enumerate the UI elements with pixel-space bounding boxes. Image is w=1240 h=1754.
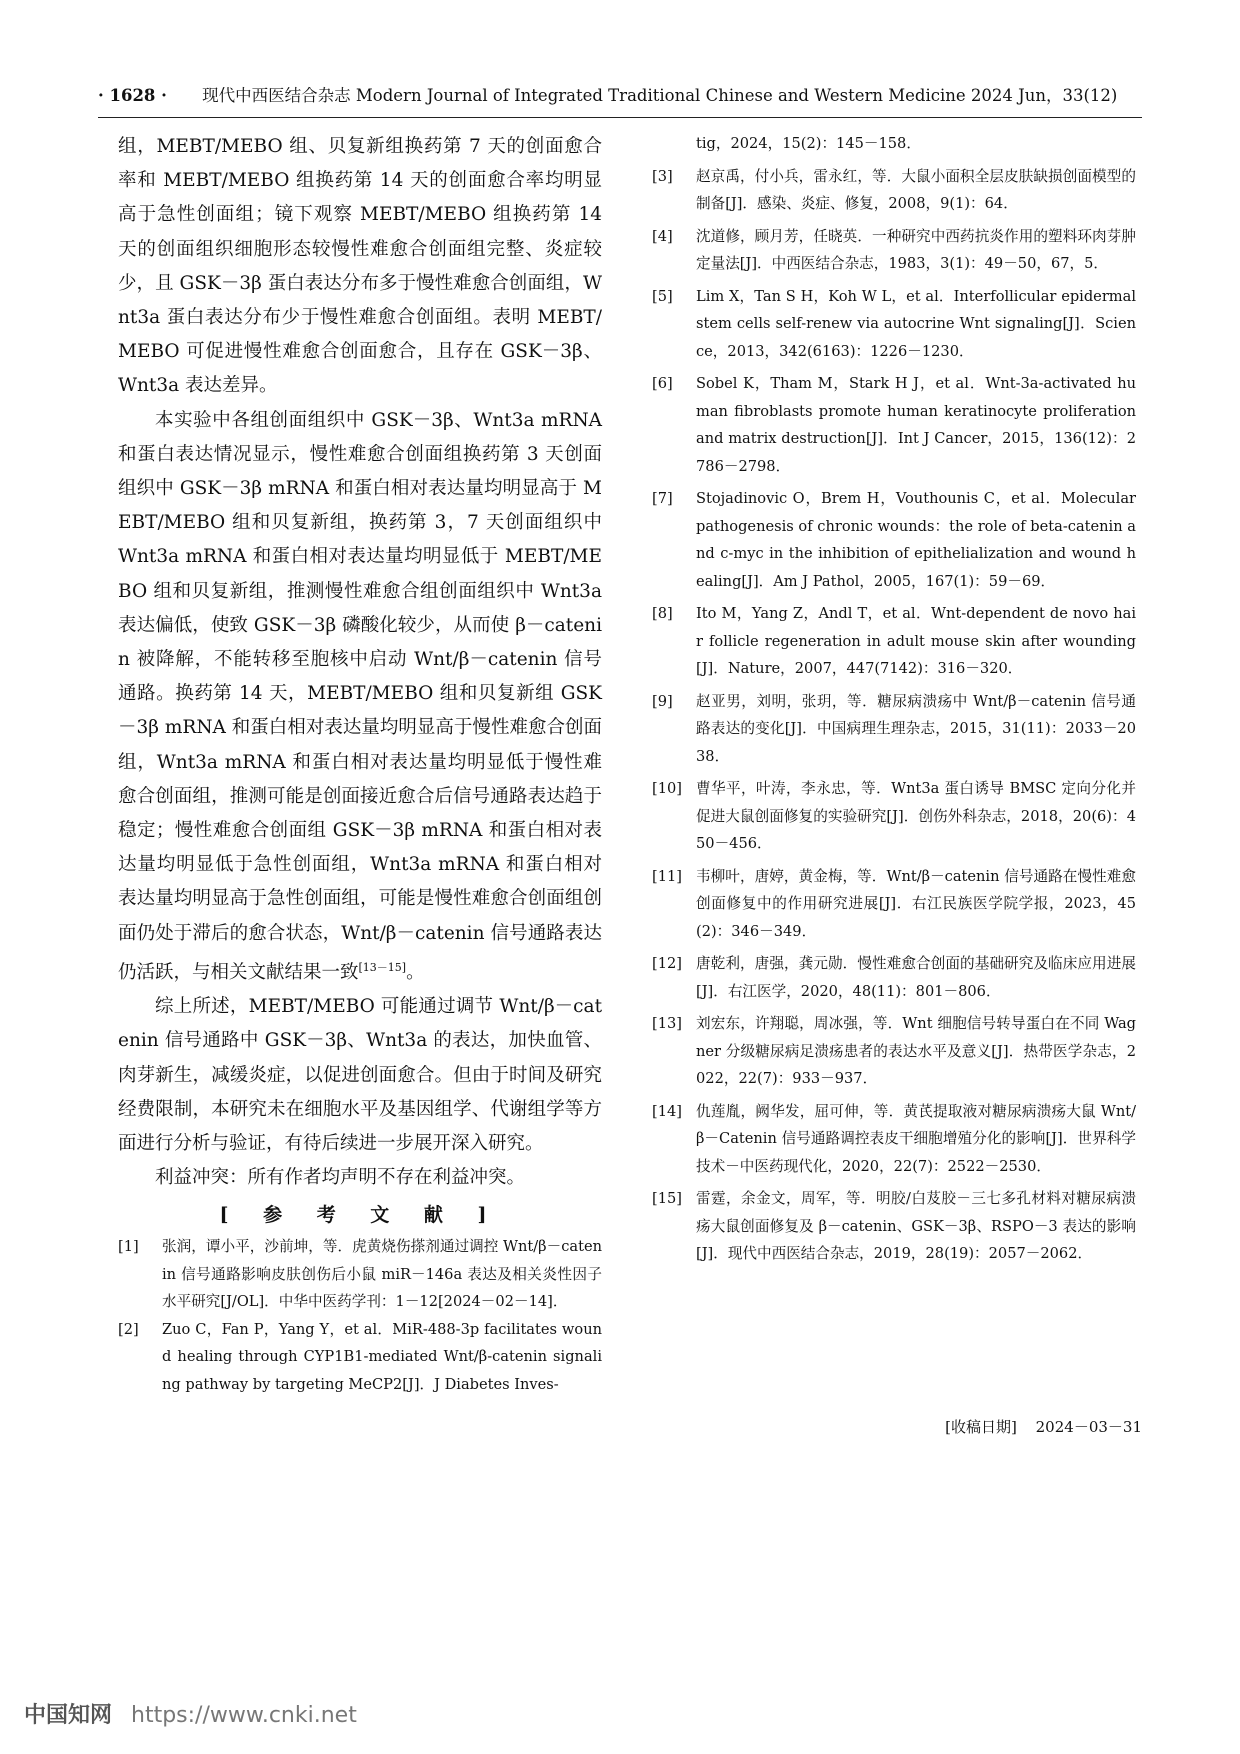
received-date: 2024－03－31 bbox=[1035, 1418, 1142, 1436]
conflict-statement: 利益冲突：所有作者均声明不存在利益冲突。 bbox=[155, 1167, 526, 1189]
reference-text: 赵亚男，刘明，张玥，等．糖尿病溃疡中 Wnt/β－catenin 信号通路表达的变化[J]．中国病理生理杂志，2015，31(11)：2033－2038． bbox=[696, 692, 1136, 765]
reference-item bbox=[652, 283, 1136, 366]
reference-item bbox=[652, 1098, 1136, 1181]
received-label: [收稿日期] bbox=[945, 1418, 1017, 1436]
page-number: · 1628 · bbox=[98, 86, 167, 105]
reference-number: [6] bbox=[652, 375, 673, 392]
reference-item bbox=[652, 863, 1136, 946]
reference-number: [3] bbox=[652, 167, 673, 185]
reference-text: 赵京禹，付小兵，雷永红，等．大鼠小面积全层皮肤缺损创面模型的制备[J]．感染、炎症、修复，2008，9(1)：64． bbox=[696, 167, 1136, 212]
reference-text: 韦柳叶，唐婷，黄金梅，等．Wnt/β－catenin 信号通路在慢性难愈创面修复中的作用研究进展[J]．右江民族医学院学报，2023，45(2)：346－349． bbox=[696, 867, 1136, 940]
reference-number: [9] bbox=[652, 692, 673, 710]
reference-item bbox=[652, 775, 1136, 858]
reference-text: 刘宏东，许翔聪，周冰强，等．Wnt 细胞信号转导蛋白在不同 Wagner 分级糖尿病足溃疡患者的表达水平及意义[J]．热带医学杂志，2022，22(7)：933－937． bbox=[696, 1015, 1136, 1087]
reference-item bbox=[652, 1185, 1136, 1268]
received-date-line bbox=[880, 1414, 1142, 1440]
left-column bbox=[118, 130, 602, 1398]
reference-item bbox=[652, 370, 1136, 480]
reference-number: [11] bbox=[652, 867, 682, 885]
reference-text: 沈道修，顾月芳，任晓英．一种研究中西药抗炎作用的塑料环肉芽肿定量法[J]．中西医结合杂志，1983，3(1)：49－50，67，5． bbox=[696, 227, 1136, 272]
citation-tail: 。 bbox=[406, 962, 425, 984]
reference-text: Lim X，Tan S H，Koh W L，et al．Interfollicular epidermal stem cells self-renew via autocrine Wnt signaling[J]．Science，2013，342(6163)：1226－1230． bbox=[696, 287, 1136, 360]
reference-text: Sobel K，Tham M，Stark H J，et al．Wnt-3a-activated human fibroblasts promote human keratinocyte proliferation and matrix destruction[J]．Int J Cancer，2015，136(12)：2786－2798． bbox=[696, 375, 1136, 475]
header-rule bbox=[98, 117, 1142, 118]
reference-text: 张润，谭小平，沙前坤，等．虎黄烧伤搽剂通过调控 Wnt/β－catenin 信号通路影响皮肤创伤后小鼠 miR－146a 表达及相关炎性因子水平研究[J/OL]．中华中医药学刊：1－12[2024－02－14]． bbox=[162, 1238, 602, 1311]
paragraph-text: 本实验中各组创面组织中 GSK－3β、Wnt3a mRNA 和蛋白表达情况显示，慢性难愈合创面组换药第 3 天创面组织中 GSK－3β mRNA 和蛋白相对表达量均明显高于 MEBT/MEBO 组和贝复新组，换药第 3，7 天创面组织中 Wnt3a mRNA 和蛋白相对表达量均明显低于 MEBT/MEBO 组和贝复新组，推测慢性难愈合组创面组织中 Wnt3a 表达偏低，使致 GSK－3β 磷酸化较少，从而使 β－catenin 被降解，不能转移至胞核中启动 Wnt/β－catenin 信号通路。换药第 14 天，MEBT/MEBO 组和贝复新组 GSK－3β mRNA 和蛋白相对表达量均明显高于慢性难愈合创面组，Wnt3a mRNA 和蛋白相对表达量均明显低于慢性难愈合创面组，推测可能是创面接近愈合后信号通路表达趋于稳定；慢性难愈合创面组 GSK－3β mRNA 和蛋白相对表达量均明显低于急性创面组，Wnt3a mRNA 和蛋白相对表达量均明显高于急性创面组，可能是慢性难愈合创面组创面仍处于滞后的愈合状态，Wnt/β－catenin 信号通路表达仍活跃，与相关文献结果一致 bbox=[118, 409, 602, 984]
reference-text: Ito M，Yang Z，Andl T，et al．Wnt-dependent de novo hair follicle regeneration in adult mouse skin after wounding[J]．Nature，2007，447(7142)：316－320． bbox=[696, 605, 1136, 677]
running-header bbox=[98, 78, 1142, 114]
reference-text: 仇莲胤，阙华发，屈可伸，等．黄芪提取液对糖尿病溃疡大鼠 Wnt/β－Catenin 信号通路调控表皮干细胞增殖分化的影响[J]．世界科学技术－中医药现代化，2020，22(7)：2522－2530． bbox=[696, 1102, 1136, 1175]
reference-list bbox=[118, 1233, 602, 1398]
citation-superscript: [13－15] bbox=[358, 960, 407, 974]
reference-text: Zuo C，Fan P，Yang Y，et al．MiR-488-3p facilitates wound healing through CYP1B1-mediated Wnt/β-catenin signaling pathway by targeting MeCP2[J]．J Diabetes Inves- bbox=[162, 1320, 602, 1393]
reference-number: [13] bbox=[652, 1015, 682, 1032]
body-paragraph bbox=[118, 404, 602, 991]
reference-text: Stojadinovic O，Brem H，Vouthounis C，et al．Molecular pathogenesis of chronic wounds：the role of beta-catenin and c-myc in the inhibition of epithelialization and wound healing[J]．Am J Pathol，2005，167(1)：59－69． bbox=[696, 490, 1136, 590]
cnki-brand: 中国知网 bbox=[24, 1703, 113, 1728]
reference-number: [1] bbox=[118, 1238, 139, 1256]
reference-item bbox=[652, 223, 1136, 278]
body-paragraph: 组，MEBT/MEBO 组、贝复新组换药第 7 天的创面愈合率和 MEBT/MEBO 组换药第 14 天的创面愈合率均明显高于急性创面组；镜下观察 MEBT/MEBO 组换药第 14 天的创面组织细胞形态较慢性难愈合创面组完整、炎症较少，且 GSK－3β 蛋白表达分布多于慢性难愈合创面组，Wnt3a 蛋白表达分布少于慢性难愈合创面组。表明 MEBT/MEBO 可促进慢性难愈合创面愈合，且存在 GSK－3β、Wnt3a 表达差异。 bbox=[118, 136, 602, 397]
reference-number: [2] bbox=[118, 1320, 139, 1338]
reference-number: [10] bbox=[652, 780, 682, 797]
references-heading: [ 参 考 文 献 ] bbox=[219, 1204, 501, 1227]
watermark-footer bbox=[24, 1698, 357, 1734]
cnki-url[interactable]: https://www.cnki.net bbox=[131, 1703, 357, 1728]
reference-number: [5] bbox=[652, 287, 673, 305]
reference-item bbox=[652, 950, 1136, 1005]
reference-item bbox=[652, 163, 1136, 218]
right-column bbox=[652, 130, 1136, 1273]
reference-item bbox=[652, 1010, 1136, 1093]
reference-number: [15] bbox=[652, 1190, 682, 1207]
journal-title: 现代中西医结合杂志 Modern Journal of Integrated Traditional Chinese and Western Medicine 2024 Jun，33(12) bbox=[202, 86, 1118, 105]
reference-number: [12] bbox=[652, 955, 682, 972]
reference-item bbox=[652, 485, 1136, 595]
reference-item bbox=[652, 600, 1136, 683]
reference-item bbox=[118, 1316, 602, 1399]
reference-text: 曹华平，叶涛，李永忠，等．Wnt3a 蛋白诱导 BMSC 定向分化并促进大鼠创面修复的实验研究[J]．创伤外科杂志，2018，20(6)：450－456． bbox=[696, 780, 1136, 852]
reference-number: [4] bbox=[652, 227, 673, 245]
reference-number: [8] bbox=[652, 605, 673, 622]
reference-item bbox=[652, 688, 1136, 771]
reference-text: 唐乾利，唐强，龚元勋．慢性难愈合创面的基础研究及临床应用进展[J]．右江医学，2020，48(11)：801－806． bbox=[696, 955, 1136, 1000]
reference-number: [7] bbox=[652, 490, 673, 507]
reference-number: [14] bbox=[652, 1102, 682, 1120]
reference-text: 雷霆，余金文，周军，等．明胶/白芨胶－三七多孔材料对糖尿病溃疡大鼠创面修复及 β－catenin、GSK－3β、RSPO－3 表达的影响[J]．现代中西医结合杂志，2019，28(19)：2057－2062． bbox=[696, 1190, 1136, 1262]
reference-continuation: tig，2024，15(2)：145－158． bbox=[696, 135, 921, 152]
reference-item bbox=[118, 1233, 602, 1316]
body-paragraph: 综上所述，MEBT/MEBO 可能通过调节 Wnt/β－catenin 信号通路中 GSK－3β、Wnt3a 的表达，加快血管、肉芽新生，减缓炎症，以促进创面愈合。但由于时间及研究经费限制，本研究未在细胞水平及基因组学、代谢组学等方面进行分析与验证，有待后续进一步展开深入研究。 bbox=[118, 996, 602, 1155]
